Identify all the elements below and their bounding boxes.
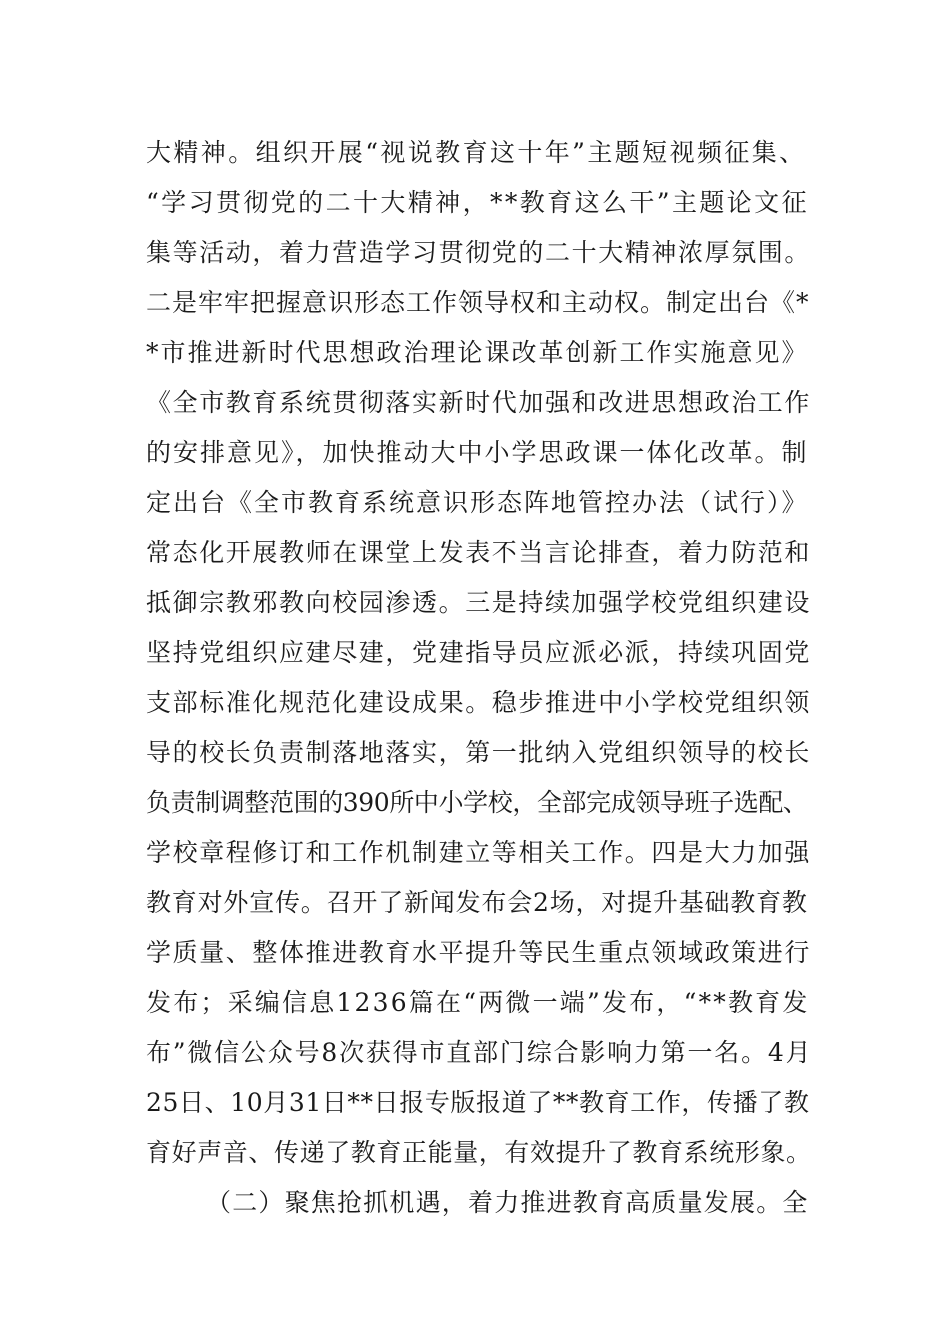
text-line: 布”微信公众号8次获得市直部门综合影响力第一名。4月 xyxy=(146,1038,813,1067)
text-line: 抵御宗教邪教向校园渗透。三是持续加强学校党组织建设 xyxy=(146,588,812,617)
text-line: 常态化开展教师在课堂上发表不当言论排查，着力防范和 xyxy=(146,538,812,567)
text-line: 学质量、整体推进教育水平提升等民生重点领域政策进行 xyxy=(146,938,812,967)
section-heading: （二）聚焦抢抓机遇，着力推进教育高质量发展。全 xyxy=(206,1188,809,1217)
text-line: 《全市教育系统贯彻落实新时代加强和改进思想政治工作 xyxy=(146,388,812,417)
text-line: “学习贯彻党的二十大精神，**教育这么干”主题论文征 xyxy=(146,188,809,217)
text-line: 发布；采编信息1236篇在“两微一端”发布，“**教育发 xyxy=(146,988,810,1017)
text-line: 集等活动，着力营造学习贯彻党的二十大精神浓厚氛围。 xyxy=(146,238,812,267)
text-line: 定出台《全市教育系统意识形态阵地管控办法（试行）》 xyxy=(146,488,809,517)
text-line: 大精神。组织开展“视说教育这十年”主题短视频征集、 xyxy=(146,138,807,167)
text-line: 负责制调整范围的390所中小学校，全部完成领导班子选配、 xyxy=(146,788,808,817)
text-line: 的安排意见》，加快推动大中小学思政课一体化改革。制 xyxy=(146,438,809,467)
text-line: 育好声音、传递了教育正能量，有效提升了教育系统形象。 xyxy=(146,1138,812,1167)
text-line: 坚持党组织应建尽建，党建指导员应派必派，持续巩固党 xyxy=(146,638,812,667)
text-line: 导的校长负责制落地落实，第一批纳入党组织领导的校长 xyxy=(146,738,812,767)
body-text xyxy=(146,128,812,1228)
text-line: 学校章程修订和工作机制建立等相关工作。四是大力加强 xyxy=(146,838,812,867)
text-line: 25日、10月31日**日报专版报道了**教育工作，传播了教 xyxy=(146,1088,810,1117)
text-line: 支部标准化规范化建设成果。稳步推进中小学校党组织领 xyxy=(146,688,812,717)
text-line: 二是牢牢把握意识形态工作领导权和主动权。制定出台《* xyxy=(146,288,810,317)
text-line: 教育对外宣传。召开了新闻发布会2场，对提升基础教育教 xyxy=(146,888,808,917)
text-line: *市推进新时代思想政治理论课改革创新工作实施意见》 xyxy=(146,338,809,367)
